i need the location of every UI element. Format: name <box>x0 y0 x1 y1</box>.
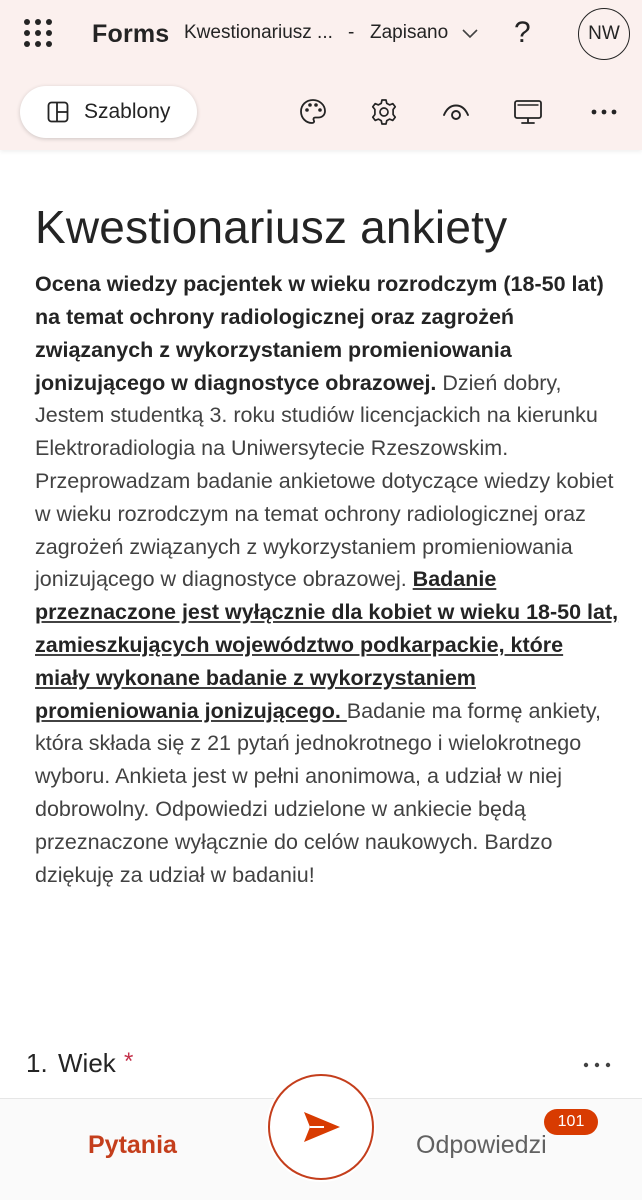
description-text-1: Dzień dobry, Jestem studentką 3. roku studiów licencjackich na kierunku Elektroradiologia na Uniwersytecie Rzeszowskim. Przeprowadzam badanie ankietowe dotyczące wiedzy kobiet w wieku rozrodczym na temat ochrony radiologicznej oraz zagrożeń związanych z wykorzystaniem promieniowania jonizującego w diagnostyce obrazowej. <box>35 370 614 592</box>
palette-icon[interactable] <box>297 96 329 128</box>
more-icon[interactable] <box>588 96 620 128</box>
app-launcher-icon[interactable] <box>24 19 54 49</box>
tab-responses[interactable]: Odpowiedzi <box>416 1131 547 1159</box>
send-icon <box>298 1104 344 1150</box>
form-title[interactable]: Kwestionariusz ankiety <box>35 201 508 253</box>
save-status[interactable]: Zapisano <box>370 22 449 43</box>
templates-button[interactable] <box>20 86 197 138</box>
responses-count-badge: 101 <box>544 1109 598 1135</box>
avatar[interactable]: NW <box>578 8 630 60</box>
title-separator: - <box>348 22 355 43</box>
question-number: 1. <box>26 1048 48 1078</box>
tab-questions[interactable]: Pytania <box>88 1131 177 1159</box>
app-name[interactable]: Forms <box>92 20 170 48</box>
description-bold: Ocena wiedzy pacjentek w wieku rozrodczym (18-50 lat) na temat ochrony radiologicznej oraz zagrożeń związanych z wykorzystaniem promieniowania jonizującego w diagnostyce obrazowej. <box>35 272 604 395</box>
present-icon[interactable] <box>512 96 544 128</box>
templates-icon <box>46 100 70 124</box>
form-description[interactable] <box>35 268 620 891</box>
header-area <box>0 0 642 150</box>
question-more-icon[interactable] <box>582 1050 612 1080</box>
templates-label: Szablony <box>84 100 171 123</box>
description-underlined: Badanie przeznaczone jest wyłącznie dla kobiet w wieku 18-50 lat, zamieszkujących województwo podkarpackie, które miały wykonane badanie z wykorzystaniem promieniowania jonizującego. <box>35 567 619 723</box>
settings-icon[interactable] <box>368 96 400 128</box>
preview-icon[interactable] <box>440 96 472 128</box>
top-bar <box>0 0 642 70</box>
send-button[interactable] <box>268 1074 374 1180</box>
chevron-down-icon[interactable] <box>460 26 480 42</box>
toolbar <box>0 78 642 144</box>
form-title-short[interactable]: Kwestionariusz ... <box>184 22 333 43</box>
required-marker: * <box>124 1048 134 1075</box>
question-text: Wiek <box>58 1048 116 1078</box>
help-icon[interactable]: ? <box>514 16 531 49</box>
form-content <box>35 200 620 891</box>
description-text-2: Badanie ma formę ankiety, która składa się z 21 pytań jednokrotnego i wielokrotnego wyboru. Ankieta jest w pełni anonimowa, a udział w niej dobrowolny. Odpowiedzi udzielone w ankiecie będą przeznaczone wyłącznie do celów naukowych. Bardzo dziękuję za udział w badaniu! <box>35 698 601 887</box>
